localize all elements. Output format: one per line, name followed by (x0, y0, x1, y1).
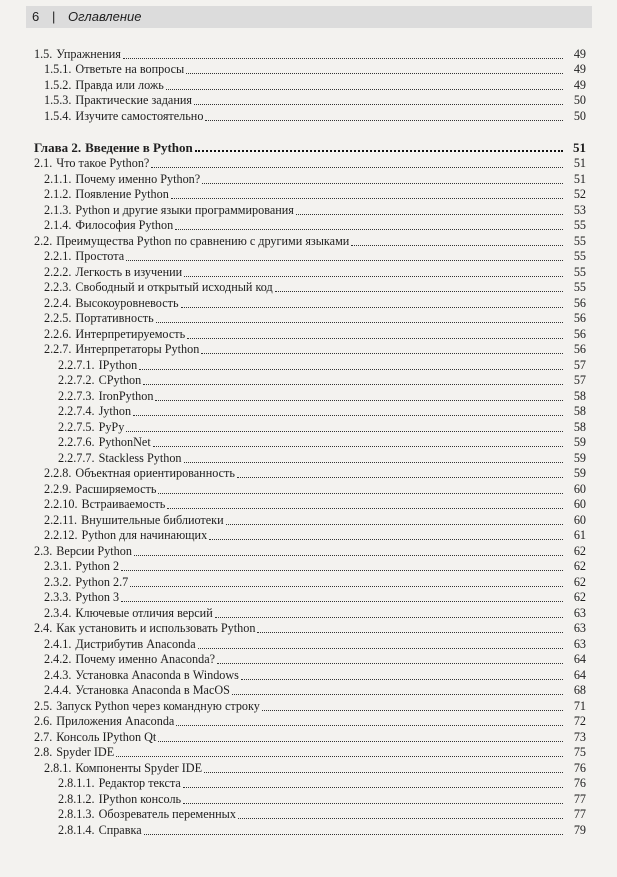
toc-entry (34, 280, 586, 296)
toc-entry (34, 621, 586, 637)
dot-leader (167, 508, 563, 509)
toc-entry-number: 2.1.3. (44, 202, 72, 217)
dot-leader (130, 586, 563, 587)
dot-leader (183, 787, 563, 788)
toc-entry (34, 543, 586, 559)
header-separator: | (52, 9, 56, 24)
toc-entry-number: 1.5.4. (44, 108, 72, 123)
toc-entry (34, 108, 586, 124)
toc-entry-number: 2.2.7.7. (58, 450, 95, 465)
toc-entry-page: 59 (573, 466, 586, 480)
toc-entry-number: 2.2.7.6. (58, 435, 95, 449)
toc-entry-page: 51 (573, 156, 586, 170)
toc-entry (34, 760, 586, 776)
dot-leader (166, 89, 563, 90)
toc-entry (34, 156, 586, 172)
dot-leader (296, 214, 563, 215)
toc-entry-number: 2.3.1. (44, 559, 72, 573)
toc-entry-title: Что такое Python? (56, 156, 150, 170)
dot-leader (143, 384, 563, 385)
toc-entry-number: 1.5.1. (44, 62, 72, 76)
toc-entry-page: 76 (573, 776, 586, 790)
toc-entry-number: 2.3.4. (44, 605, 72, 620)
dot-leader (215, 617, 563, 618)
dot-leader (232, 694, 563, 695)
toc-entry-title: Почему именно Python? (75, 171, 201, 186)
toc-entry-number: 2.2.7.4. (58, 404, 95, 418)
toc-entry-page: 60 (573, 481, 586, 496)
dot-leader (121, 570, 563, 571)
toc-entry-page: 64 (573, 652, 586, 666)
dot-leader (181, 307, 563, 308)
toc-entry-number: 2.2.11. (44, 512, 78, 527)
toc-entry-page: 77 (573, 791, 586, 806)
toc-entry (34, 574, 586, 590)
toc-entry-title: Версии Python (56, 543, 132, 558)
toc-entry-title: IronPython (98, 388, 154, 403)
toc-entry (34, 357, 586, 373)
toc-entry-number: 2.8.1.4. (58, 822, 95, 837)
toc-entry-page: 56 (573, 342, 586, 356)
toc-entry-page: 62 (573, 559, 586, 573)
dot-leader (195, 150, 563, 152)
toc-entry (34, 202, 586, 218)
dot-leader (351, 245, 563, 246)
toc-entry-number: 2.1. (34, 156, 53, 170)
toc-entry-page: 77 (573, 807, 586, 821)
toc-entry-title: Простота (75, 249, 125, 263)
toc-entry-title: Объектная ориентированность (75, 466, 235, 480)
toc-entry (34, 745, 586, 761)
dot-leader (153, 446, 563, 447)
toc-entry-number: 2.1.1. (44, 171, 72, 186)
toc-entry-title: Легкость в изучении (75, 264, 183, 279)
toc-entry-number: 2.4.1. (44, 636, 72, 651)
toc-entry-number: 2.3.2. (44, 574, 72, 589)
toc-entry (34, 683, 586, 699)
toc-entry-number: 2.2.1. (44, 249, 72, 263)
dot-leader (238, 818, 563, 819)
dot-leader (194, 104, 563, 105)
toc-entry-title: Внушительные библиотеки (81, 512, 224, 527)
toc-entry-page: 50 (573, 108, 586, 123)
toc-chapter-entry (34, 137, 586, 155)
toc-entry-page: 62 (573, 543, 586, 558)
toc-entry-page: 56 (573, 311, 586, 325)
toc-entry-page: 57 (573, 357, 586, 372)
toc-entry-title: Встраиваемость (81, 497, 166, 511)
toc-entry-title: Свободный и открытый исходный код (75, 280, 273, 294)
toc-entry-page: 64 (573, 667, 586, 682)
dot-leader (123, 58, 563, 59)
toc-entry-number: 2.3.3. (44, 590, 72, 604)
toc-entry-page: 49 (573, 46, 586, 61)
dot-leader (226, 524, 563, 525)
dot-leader (184, 276, 563, 277)
toc-entry-number: 2.8.1.2. (58, 791, 95, 806)
dot-leader (237, 477, 563, 478)
dot-leader (186, 73, 563, 74)
toc-entry-page: 59 (573, 435, 586, 449)
toc-entry-number: 2.2.3. (44, 280, 72, 294)
toc-entry-number: 2.2. (34, 233, 53, 248)
toc-entry-page: 75 (573, 745, 586, 759)
toc-entry-number: 2.1.2. (44, 187, 72, 201)
toc-entry (34, 652, 586, 668)
toc-entry-page: 60 (573, 497, 586, 511)
toc-entry-title: Дистрибутив Anaconda (75, 636, 196, 651)
toc-entry (34, 233, 586, 249)
dot-leader (144, 834, 563, 835)
toc-entry (34, 46, 586, 62)
toc-entry-number: 1.5.3. (44, 93, 72, 107)
toc-entry (34, 388, 586, 404)
toc-entry (34, 776, 586, 792)
dot-leader (158, 741, 563, 742)
toc-entry-title: Компоненты Spyder IDE (75, 760, 203, 775)
toc-entry (34, 512, 586, 528)
toc-entry-page: 76 (573, 760, 586, 775)
toc-entry-number: 2.2.9. (44, 481, 72, 496)
toc-entry-title: Python 3 (75, 590, 120, 604)
toc-entry-page: 68 (573, 683, 586, 697)
toc-entry (34, 264, 586, 280)
dot-leader (262, 710, 563, 711)
dot-leader (133, 415, 563, 416)
toc-entry-title: Интерпретируемость (75, 326, 186, 341)
toc-entry-number: 2.2.7.5. (58, 419, 95, 434)
toc-entry-title: Практические задания (75, 93, 192, 107)
toc-entry-title: Stackless Python (98, 450, 182, 465)
toc-entry-page: 63 (573, 621, 586, 635)
toc-entry-number: 2.2.10. (44, 497, 78, 511)
toc-entry-title: Преимущества Python по сравнению с другими языками (56, 233, 350, 248)
toc-entry-title: Философия Python (75, 218, 174, 232)
dot-leader (202, 183, 563, 184)
toc-entry-page: 51 (573, 171, 586, 186)
toc-entry-number: 2.3. (34, 543, 53, 558)
toc-entry (34, 481, 586, 497)
toc-entry-title: Введение в Python (85, 139, 193, 155)
toc-entry-title: Как установить и использовать Python (56, 621, 256, 635)
toc-entry-title: Spyder IDE (56, 745, 115, 759)
toc-entry-title: Изучите самостоятельно (75, 108, 204, 123)
toc-entry (34, 249, 586, 265)
dot-leader (184, 462, 563, 463)
toc-entry-title: Появление Python (75, 187, 169, 201)
toc-entry-title: PythonNet (98, 435, 151, 449)
running-title: Оглавление (68, 9, 142, 24)
dot-leader (209, 539, 563, 540)
toc-entry-page: 56 (573, 326, 586, 341)
toc-entry-number: 2.2.7.2. (58, 373, 95, 387)
dot-leader (198, 648, 563, 649)
toc-entry-title: Установка Anaconda в Windows (75, 667, 239, 682)
toc-entry-number: 2.2.2. (44, 264, 72, 279)
dot-leader (241, 679, 563, 680)
toc-entry (34, 171, 586, 187)
toc-entry (34, 77, 586, 93)
dot-leader (204, 772, 563, 773)
toc-entry-number: 2.7. (34, 729, 53, 744)
toc-entry-title: Python 2 (75, 559, 120, 573)
toc-entry-number: 2.2.7.1. (58, 357, 95, 372)
toc-entry-title: Python для начинающих (81, 528, 208, 542)
toc-entry-title: Консоль IPython Qt (56, 729, 157, 744)
dot-leader (151, 167, 563, 168)
dot-leader (156, 322, 563, 323)
toc-entry-number: 2.2.4. (44, 295, 72, 310)
toc-entry (34, 93, 586, 109)
toc-entry-page: 72 (573, 714, 586, 728)
toc-entry-page: 57 (573, 373, 586, 387)
dot-leader (155, 400, 563, 401)
dot-leader (134, 555, 563, 556)
dot-leader (217, 663, 563, 664)
toc-entry (34, 62, 586, 78)
toc-entry (34, 311, 586, 327)
toc-entry-title: Jython (98, 404, 132, 418)
toc-entry-number: 2.6. (34, 714, 53, 728)
toc-entry-number: 2.8.1. (44, 760, 72, 775)
dot-leader (126, 431, 563, 432)
toc-entry-title: Установка Anaconda в MacOS (75, 683, 230, 697)
page-header (26, 6, 592, 28)
toc-entry (34, 807, 586, 823)
dot-leader (121, 601, 563, 602)
toc-entry-number: 2.5. (34, 698, 53, 713)
toc-entry-title: Портативность (75, 311, 154, 325)
toc-entry-page: 62 (573, 590, 586, 604)
toc-entry (34, 295, 586, 311)
toc-entry-page: 60 (573, 512, 586, 527)
toc-entry-page: 52 (573, 187, 586, 201)
toc-entry-title: CPython (98, 373, 142, 387)
toc-entry (34, 404, 586, 420)
toc-entry-title: Обозреватель переменных (98, 807, 236, 821)
toc-entry-page: 58 (573, 419, 586, 434)
toc-entry (34, 528, 586, 544)
toc-entry-number: 2.8.1.1. (58, 776, 95, 790)
toc-entry (34, 435, 586, 451)
toc-entry-title: Python и другие языки программирования (75, 202, 294, 217)
table-of-contents (34, 46, 586, 838)
toc-entry (34, 590, 586, 606)
toc-entry-title: Правда или ложь (75, 77, 164, 92)
toc-entry (34, 342, 586, 358)
toc-entry-page: 63 (573, 636, 586, 651)
toc-entry-page: 63 (573, 605, 586, 620)
toc-entry-page: 53 (573, 202, 586, 217)
toc-entry-page: 49 (573, 62, 586, 76)
toc-entry-title: Python 2.7 (75, 574, 129, 589)
toc-entry-page: 51 (573, 139, 586, 155)
toc-entry (34, 187, 586, 203)
toc-entry-page: 59 (573, 450, 586, 465)
toc-entry-title: Интерпретаторы Python (75, 342, 200, 356)
dot-leader (275, 291, 563, 292)
toc-entry-title: Справка (98, 822, 142, 837)
toc-entry-number: 2.4.2. (44, 652, 72, 666)
toc-entry-title: Ответьте на вопросы (75, 62, 185, 76)
toc-entry (34, 559, 586, 575)
dot-leader (139, 369, 563, 370)
toc-entry-page: 55 (573, 218, 586, 232)
toc-entry-number: 2.2.8. (44, 466, 72, 480)
toc-entry-number: 2.8.1.3. (58, 807, 95, 821)
toc-entry (34, 218, 586, 234)
toc-entry-number: 1.5.2. (44, 77, 72, 92)
toc-entry-title: Расширяемость (75, 481, 157, 496)
toc-entry (34, 822, 586, 838)
toc-entry-title: Высокоуровневость (75, 295, 179, 310)
toc-entry-number: 2.4.4. (44, 683, 72, 697)
toc-entry-page: 71 (573, 698, 586, 713)
dot-leader (205, 120, 563, 121)
toc-entry (34, 636, 586, 652)
toc-entry (34, 729, 586, 745)
toc-entry-title: IPython (98, 357, 138, 372)
dot-leader (171, 198, 563, 199)
toc-entry-number: 2.8. (34, 745, 53, 759)
dot-leader (183, 803, 563, 804)
toc-entry-page: 55 (573, 264, 586, 279)
toc-entry (34, 326, 586, 342)
toc-entry-page: 61 (573, 528, 586, 542)
toc-entry (34, 450, 586, 466)
toc-entry-number: 2.2.12. (44, 528, 78, 542)
toc-entry (34, 698, 586, 714)
toc-entry-title: Упражнения (56, 46, 121, 61)
toc-entry (34, 497, 586, 513)
toc-entry-number: 2.1.4. (44, 218, 72, 232)
toc-entry-number: 2.2.7.3. (58, 388, 95, 403)
toc-entry-number: 1.5. (34, 46, 53, 61)
dot-leader (176, 725, 563, 726)
toc-entry-page: 62 (573, 574, 586, 589)
toc-entry-title: IPython консоль (98, 791, 182, 806)
dot-leader (175, 229, 563, 230)
dot-leader (158, 493, 563, 494)
toc-entry-title: Ключевые отличия версий (75, 605, 213, 620)
toc-entry-number: 2.2.5. (44, 311, 72, 325)
toc-entry-number: 2.4. (34, 621, 53, 635)
toc-entry-page: 73 (573, 729, 586, 744)
dot-leader (187, 338, 563, 339)
toc-entry-page: 55 (573, 249, 586, 263)
dot-leader (116, 756, 563, 757)
toc-entry-title: Почему именно Anaconda? (75, 652, 216, 666)
toc-entry-number: 2.2.7. (44, 342, 72, 356)
dot-leader (257, 632, 563, 633)
dot-leader (201, 353, 563, 354)
toc-entry-page: 58 (573, 404, 586, 418)
toc-entry-number: 2.2.6. (44, 326, 72, 341)
toc-entry-number: Глава 2. (34, 139, 82, 155)
toc-entry (34, 667, 586, 683)
toc-entry-number: 2.4.3. (44, 667, 72, 682)
toc-entry-title: PyPy (98, 419, 125, 434)
dot-leader (126, 260, 563, 261)
toc-entry-page: 56 (573, 295, 586, 310)
toc-entry-page: 55 (573, 280, 586, 294)
toc-entry-page: 50 (573, 93, 586, 107)
page-number: 6 (32, 9, 40, 24)
toc-entry (34, 605, 586, 621)
toc-entry-title: Редактор текста (98, 776, 181, 790)
toc-entry (34, 373, 586, 389)
toc-entry-title: Приложения Anaconda (56, 714, 175, 728)
toc-entry-page: 55 (573, 233, 586, 248)
toc-entry (34, 466, 586, 482)
toc-entry (34, 714, 586, 730)
toc-entry (34, 419, 586, 435)
toc-entry-page: 79 (573, 822, 586, 837)
toc-entry-page: 58 (573, 388, 586, 403)
toc-entry (34, 791, 586, 807)
toc-entry-page: 49 (573, 77, 586, 92)
toc-entry-title: Запуск Python через командную строку (56, 698, 260, 713)
